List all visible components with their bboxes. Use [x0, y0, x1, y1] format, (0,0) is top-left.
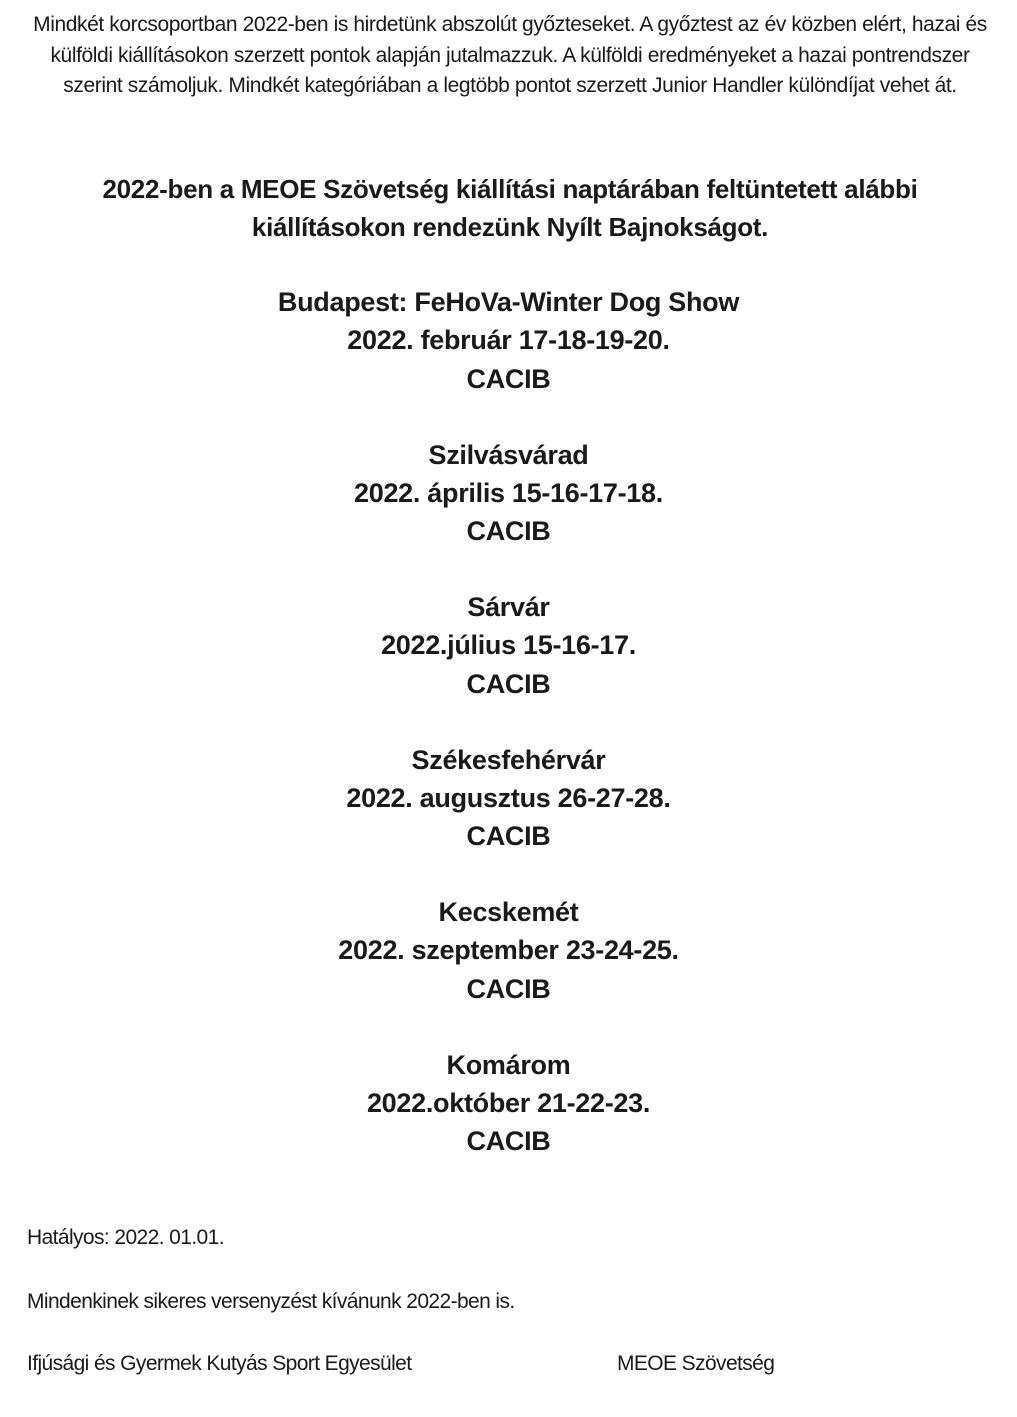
event-item	[0, 588, 1017, 741]
event-place: Sárvár	[467, 592, 550, 622]
closing-wish: Mindenkinek sikeres versenyzést kívánunk 2022-ben is.	[27, 1290, 515, 1313]
event-item	[0, 1046, 1017, 1199]
event-date: 2022. február 17-18-19-20.	[347, 325, 670, 356]
event-type: CACIB	[466, 821, 551, 852]
event-item	[0, 893, 1017, 1046]
event-type: CACIB	[466, 516, 551, 547]
signature-association: Ifjúsági és Gyermek Kutyás Sport Egyesület	[27, 1352, 412, 1375]
event-date: 2022. április 15-16-17-18.	[354, 477, 663, 508]
validity-date: Hatályos: 2022. 01.01.	[27, 1226, 224, 1249]
event-place: Budapest: FeHoVa-Winter Dog Show	[277, 287, 740, 317]
heading-line-2: kiállításokon rendezünk Nyílt Bajnokságot.	[251, 212, 769, 242]
event-item	[0, 741, 1017, 894]
event-type: CACIB	[466, 973, 551, 1004]
event-item	[0, 283, 1017, 436]
event-type: CACIB	[466, 363, 551, 394]
intro-paragraph: Mindkét korcsoportban 2022-ben is hirdetünk abszolút győzteseket. A győztest az év közben elért, hazai és külföldi kiállításokon szerzett pontok alapján jutalmazzuk. A külföldi eredményeket a hazai pontrendszer szerint számoljuk. Mindkét kategóriában a legtöbb pontot szerzett Junior Handler különdíjat vehet át.	[33, 13, 987, 97]
event-date: 2022. szeptember 23-24-25.	[338, 935, 679, 966]
event-item	[0, 436, 1017, 589]
signature-federation: MEOE Szövetség	[617, 1352, 775, 1375]
event-place: Kecskemét	[438, 897, 579, 927]
heading-line-1: 2022-ben a MEOE Szövetség kiállítási naptárában feltüntetett alábbi	[102, 174, 918, 204]
event-date: 2022. augusztus 26-27-28.	[346, 782, 671, 813]
event-place: Komárom	[446, 1049, 571, 1080]
event-type: CACIB	[466, 1126, 551, 1157]
event-date: 2022.október 21-22-23.	[366, 1087, 651, 1118]
event-place: Szilvásvárad	[428, 439, 589, 470]
event-date: 2022.július 15-16-17.	[381, 630, 636, 661]
event-type: CACIB	[466, 668, 551, 699]
section-heading	[20, 170, 1000, 246]
event-list	[0, 283, 1017, 1198]
event-place: Székesfehérvár	[411, 744, 606, 775]
